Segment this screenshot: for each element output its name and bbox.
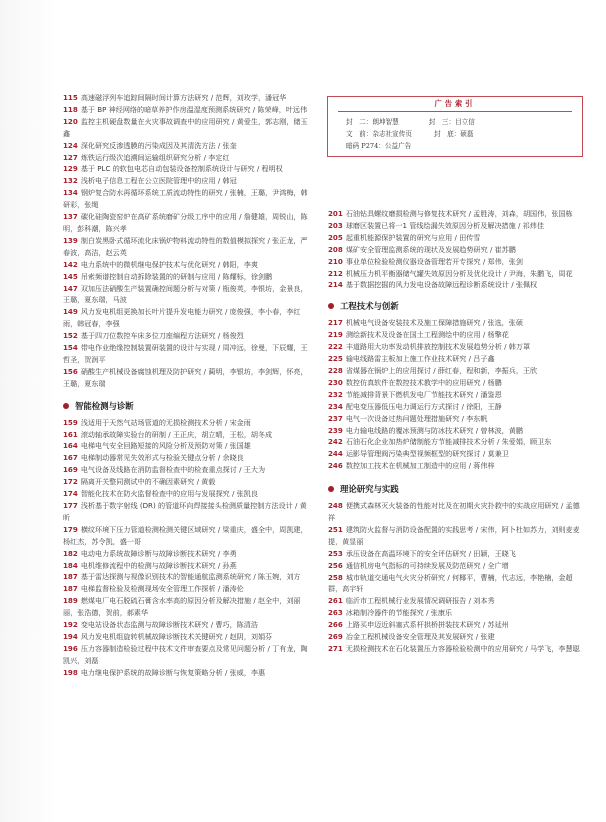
toc-entry [63,631,308,643]
toc-page-number: 205 [328,232,343,242]
toc-article-title: 上路买申迈近斜塞式系杆拱桥拼装技术研究 / 苏延州 [345,620,509,630]
toc-entry [328,377,586,389]
toc-article-title: 临沂市工程机械行业发展情况调研报告 / 刘本秀 [345,596,495,606]
toc-article-title: 电气一次设备过热问题处理措施研究 / 李东帆 [345,413,488,423]
toc-article-title: 炼铁运行级次追溯间运输组织研究分析 / 李定红 [80,152,230,162]
toc-page-number: 172 [63,477,78,487]
toc-page-number: 217 [328,318,343,328]
toc-entry [328,353,586,365]
toc-article-title: 浅析基于数字射线 (DR) 的管道环向焊接接头检测质量控制方法设计 / 黄昕 [63,501,307,522]
toc-article-title: 横纹环境下压力管道检测检测关键区域研究 / 梁重庆，盛全中，周凯建，杨红杰，苏令凯，盛一哥 [63,524,308,546]
toc-entry [63,211,308,235]
toc-page-number: 228 [328,365,343,375]
toc-entry [63,116,308,140]
toc-entry [328,256,586,268]
toc-page-number: 269 [328,632,343,642]
toc-article-title: 输电线路雷主板加上施工作业技术研究 / 吕子鑫 [345,354,495,364]
toc-entry [328,413,586,425]
toc-article-title: 基于四刀位数控车床多位刀座编程方法研究 / 杨俊烈 [80,331,244,341]
toc-article-title: 电力系统中的微机继电保护技术与优化研究 / 韩阳，李爽 [80,259,258,269]
toc-left-column [63,92,308,679]
toc-page-number: 237 [328,413,343,423]
toc-article-title: 高速磁浮列车追踪间隔时间计算方法研究 / 范辉，刘玫学，潘冠华 [80,93,287,102]
toc-article-title: 带电作业绝缘控制装置研装置的设计与实现 / 周冲远，徐曼，下辰耀，王哲圣，贺润平 [63,343,308,364]
toc-entry [63,488,308,500]
toc-article-title: 建筑防火监督与消防设备配置的实践思考 / 宋伟，阿卜杜如苏力，刘则麦麦提，黄显丽 [328,524,580,546]
toc-entry [63,366,308,390]
toc-page-number: 201 [328,209,343,218]
toc-article-title: 省煤器在锅炉上的应用探讨 / 薛红春，程和新，李振兵，王欣 [345,365,538,375]
ad-index-row-1 [346,116,475,126]
toc-page-number: 115 [63,93,78,102]
toc-page-number: 189 [63,596,78,606]
toc-entry [63,259,308,271]
toc-entry [328,425,586,437]
toc-article-title: 风力发电机组旋转机械故障诊断技术关键研究 / 赵阴，刘娟芬 [80,631,273,641]
toc-entry [63,560,308,572]
toc-article-title: 硝酸生产机械设备腐蚀机理及防护研究 / 蔺明，李银坊，李剑辉，怀亮，王璐，夏东瑞 [63,366,308,388]
toc-article-title: 电力继电保护系统的故障诊断与恢复策略分析 / 张威，李惠 [80,667,266,677]
toc-list-left-top [63,92,308,390]
toc-article-title: 电机维修流程中的检测与故障诊断技术研究 / 孙燕 [80,560,237,570]
toc-entry [328,365,586,377]
toc-article-title: 变电站设备状态监测与故障诊断技术研究 / 曹巧，陈清浩 [80,620,258,630]
toc-entry [63,583,308,595]
toc-page-number: 198 [63,667,78,677]
toc-page-number: 134 [63,188,78,198]
toc-article-title: 电动电力系统故障诊断与故障诊断技术研究 / 李勇 [80,548,237,558]
toc-page-number: 149 [63,307,78,317]
toc-page-number: 251 [328,524,343,534]
toc-entry [63,140,308,152]
toc-list-left-bottom [63,417,308,679]
toc-page-number: 137 [63,212,78,222]
toc-page-number: 120 [63,116,78,126]
toc-entry [328,317,586,329]
toc-entry [63,330,308,342]
toc-article-title: 城市轨道交通电气火灾分析研究 / 何椰平，曹楠，代志远，李艳楠，金超群，高宇轩 [328,572,573,594]
toc-page-number: 118 [63,104,78,114]
toc-page-number: 258 [328,572,343,582]
toc-entry [63,163,308,175]
toc-article-title: 机械压力机平衡器储气罐失效原因分析及优化设计 / 尹海，朱鹏飞，周花 [345,268,573,278]
toc-article-title: 起重机能源保护装置的研究与应用 / 田传雪 [345,232,481,242]
toc-entry [328,460,586,472]
toc-page-number: 244 [328,449,343,459]
toc-entry [328,329,586,341]
toc-article-title: 制白炭黑卧式循环流化床锅炉物料流动特性的数值模拟探究 / 张正龙，严春波，高洁，赵云英 [63,235,308,257]
section-bullet-icon [328,303,334,309]
section-heading-engineering [328,299,586,313]
toc-page-number: 127 [63,152,78,162]
toc-page-number: 196 [63,643,78,653]
toc-entry [63,104,308,116]
toc-page-number: 232 [328,389,343,399]
toc-article-title: 球磨区装置已将一1 管线绘漏失效原因分析及解决措施 / 祁炜佳 [345,220,544,230]
toc-page-number: 177 [63,501,78,510]
toc-page-number: 174 [63,489,78,499]
toc-article-title: 丰道路用大功率发动机排放控制技术发展趋势分析 / 韩万罩 [345,342,531,352]
toc-article-title: 机械电气设备安装技术及施工保障措施研究 / 张选，张硕 [345,318,523,328]
toc-article-title: 石油石化企业加热炉储制能方节能减排技术分析 / 朱爱娟，顾卫东 [345,437,552,447]
section-bullet-icon [328,486,334,492]
toc-article-title: 基于 PLC 的软包电芯自动包装设备控制系统设计与研究 / 程明权 [80,164,283,174]
toc-article-title: 监控主机硬盘数量在火灾事故调查中的应用研究 / 黄爱生，郭志刚，储玉鑫 [63,116,308,138]
toc-list-right-top [328,208,586,291]
toc-entry [328,524,586,548]
toc-article-title: 压力容器制造检验过程中技术文件审查要点及常见问题分析 / 丁有龙，陶凯兴，刘磊 [63,643,308,665]
toc-article-title: 燃煤电厂电石脱硫石膏含水率高的原因分析及解决措施 / 赵全中，刘丽丽，张浩德，贺前，郝素华 [63,596,301,618]
toc-page-number: 194 [63,631,78,641]
toc-article-title: 电梯监督检验及检测现场安全管理工作探析 / 潘涛伦 [80,584,244,594]
toc-entry [63,440,308,452]
toc-article-title: 测绘新技术及设备在国土工程测绘中的应用 / 杨擎花 [345,330,509,340]
toc-entry [328,560,586,572]
toc-page-number: 159 [63,417,78,427]
toc-page-number: 222 [328,342,343,352]
toc-entry [328,401,586,413]
toc-article-title: 数控仿真软件在数控技术教学中的应用研究 / 杨鹏 [345,377,502,387]
toc-article-title: 智能化技术在防火监督检查中的应用与发展探究 / 张凯良 [80,489,258,499]
toc-article-title: 冶金工程机械设备安全管理及其发展研究 / 张建 [345,632,495,642]
toc-page-number: 182 [63,548,78,558]
toc-page-number: 256 [328,560,343,570]
toc-entry [328,619,586,631]
toc-entry [328,595,586,607]
toc-page-number: 187 [63,572,78,582]
toc-page-number: 225 [328,354,343,364]
toc-page-number: 219 [328,330,343,340]
toc-entry [63,306,308,330]
page-margin-shade [0,0,56,822]
toc-entry [328,268,586,280]
toc-article-title: 无损检测技术在石化装置压力容器检验检测中的应用研究 / 马学飞，李慧聪 [345,644,580,653]
toc-page-number: 142 [63,259,78,269]
ad-index-front: 文 前：杂志社宣传页 [346,130,412,138]
toc-entry [328,232,586,244]
toc-entry [328,607,586,619]
toc-article-title: 隔离开关整同测试中的不确因素研究 / 黄毅 [80,477,216,487]
toc-article-title: 事业单位检验检测仪器设备管理若开专探究 / 郑伟，张剑 [345,256,523,266]
toc-entry [328,389,586,401]
toc-article-title: 吊索频谱控制自动拆除装置的的研制与应用 / 陈耀标，徐剑鹏 [80,271,273,281]
toc-entry [63,175,308,187]
toc-list-right-bottom [328,500,586,655]
toc-article-title: 通信机房电气指标的可持续发展及防范研究 / 全广增 [345,560,509,570]
toc-entry [328,208,586,220]
toc-page-number: 129 [63,164,78,174]
ad-index-box [327,96,583,157]
toc-page-number: 234 [328,401,343,411]
toc-page-number: 212 [328,268,343,278]
toc-page-number: 263 [328,608,343,618]
toc-article-title: 双加压法硝酸生产装置确控间题分析与对策 / 瓶俊英，李银坊，金景良，王璐，夏东瑞，马波 [63,283,308,305]
toc-entry [328,436,586,448]
toc-right-column [328,208,586,655]
ad-index-cover2: 封 二：朗坤智慧 [346,118,399,126]
toc-entry [328,643,586,655]
toc-entry [63,452,308,464]
ad-index-row-2 [346,128,474,138]
toc-page-number: 132 [63,176,78,186]
ad-index-hidden-code: 暗码 P274：公益广告 [346,142,412,150]
section-heading-intelligent-detection [63,399,308,413]
toc-entry [63,283,308,307]
toc-page-number: 147 [63,283,78,293]
toc-entry [63,476,308,488]
toc-article-title: 数控加工技术在机械加工制造中的应用 / 蒋伟梓 [345,461,495,471]
toc-entry [63,429,308,441]
toc-entry [328,341,586,353]
toc-entry [328,244,586,256]
toc-entry [63,524,308,548]
toc-page-number: 261 [328,596,343,606]
toc-entry [63,500,308,524]
toc-list-right-mid [328,317,586,472]
toc-article-title: 基于 BP 神经网络的暗草养护作房温湿度预测系统研究 / 陈荣峰，叶远伟 [80,104,308,114]
toc-page-number: 145 [63,271,78,281]
toc-page-number: 214 [328,280,343,290]
toc-entry [328,631,586,643]
ad-index-row-3 [346,140,411,150]
toc-entry [63,571,308,583]
toc-article-title: 承压设备在高温环境下的安全评估研究 / 田颖，王晓飞 [345,548,516,558]
section-heading-theory [328,482,586,496]
toc-article-title: 电梯电气安全回路短接的风险分析及预防对策 / 张国雄 [80,441,251,451]
toc-article-title: 浅适用于天然气站场管道的无损检测技术分析 / 宋金雨 [80,417,251,427]
toc-article-title: 节能减排背景下燃机发电厂节能技术研究 / 潘鉴恩 [345,389,502,399]
toc-page-number: 167 [63,453,78,463]
toc-article-title: 滚动轴承故障实验台的研制 / 王正庆，胡立晴，王松，胡冬成 [80,429,273,439]
toc-page-number: 246 [328,461,343,471]
toc-page-number: 239 [328,425,343,435]
toc-page-number: 152 [63,331,78,341]
toc-entry [328,548,586,560]
toc-entry [328,572,586,596]
toc-page-number: 210 [328,256,343,266]
ad-index-cover3: 封 三：目立信 [428,118,475,126]
toc-entry [63,271,308,283]
toc-entry [63,548,308,560]
toc-entry [63,342,308,366]
toc-article-title: 基于数据挖掘的风力发电设备故障远程诊断系统设计 / 张佩权 [345,280,538,290]
toc-entry [63,619,308,631]
toc-entry [63,667,308,679]
toc-page-number: 164 [63,441,78,451]
toc-article-title: 碳化硅陶瓷窑炉在高矿系统磨矿分级工序中的应用 / 詹健雄，周锐山，陈明，彭科潮，陈兴孝 [63,212,308,233]
toc-page-number: 179 [63,524,78,534]
toc-article-title: 便携式森林灭火装备的性能对比及在初期火灾扑救中的实战应用研究 / 孟德祥 [328,501,580,523]
toc-entry [328,279,586,291]
toc-entry [63,235,308,259]
toc-page-number: 253 [328,548,343,558]
toc-article-title: 运影导管理阀污染典型视频框型的研究探讨 / 莫兼卫 [345,449,509,459]
toc-page-number: 242 [328,437,343,447]
toc-entry [63,152,308,164]
toc-entry [63,595,308,619]
ad-index-divider [338,111,572,112]
toc-page-number: 156 [63,366,78,376]
toc-page-number: 192 [63,620,78,630]
toc-article-title: 基于雷达探测与视像识别技术的智能通航监测系统研究 / 陈玉婉，刘方 [80,572,301,582]
ad-index-title: 广告索引 [434,99,476,108]
toc-page-number: 184 [63,560,78,570]
toc-page-number: 169 [63,465,78,475]
toc-page-number: 154 [63,343,78,353]
section-title: 工程技术与创新 [340,301,399,312]
toc-article-title: 冰箱制冷器件的节能探究 / 张康乐 [345,608,453,618]
toc-article-title: 深化研究反渗透膜的污染成因及其清洗方法 / 张奎 [80,140,237,150]
toc-article-title: 浅析电子信息工程在公立医院管理中的应用 / 韩冠 [80,176,237,186]
section-bullet-icon [63,403,69,409]
toc-page-number: 139 [63,235,78,245]
toc-entry [328,500,586,524]
toc-page-number: 271 [328,644,343,653]
ad-index-back-cover: 封 底：硕磊 [433,130,474,138]
toc-page-number: 208 [328,244,343,254]
toc-article-title: 电梯制动器常见失效形式与检验关键点分析 / 余晓良 [80,453,244,463]
toc-article-title: 电力输电线路的覆冰预测与防冰技术研究 / 曾林波，黄鹏 [345,425,523,435]
toc-entry [63,92,308,104]
toc-article-title: 电气设备及线路在消防监督检查中的检查重点探讨 / 王大为 [80,465,266,475]
toc-article-title: 石油钻具螺纹磨损检测与修复技术研究 / 孟胜涛，刘森，胡国伟，张国栋 [345,209,573,218]
toc-page-number: 230 [328,377,343,387]
toc-entry [63,187,308,211]
toc-page-number: 124 [63,140,78,150]
toc-entry [328,448,586,460]
toc-article-title: 配电变压器低压电力调运行方式探讨 / 徐阳，王静 [345,401,502,411]
toc-article-title: 煤矿安全管理监测系统的现状及发展趋势研究 / 崔苏鹏 [345,244,516,254]
toc-article-title: 钢炉复合防水再循环系统工质流动特性的研究 / 张楠，王璐，尹鸿梅，韩研彩，张绳 [63,188,308,210]
toc-page-number: 266 [328,620,343,630]
section-title: 理论研究与实践 [340,484,399,495]
toc-page-number: 161 [63,429,78,439]
toc-entry [63,417,308,429]
toc-page-number: 187 [63,584,78,594]
section-title: 智能检测与诊断 [75,400,134,411]
toc-entry [63,464,308,476]
toc-page-number: 248 [328,501,343,511]
toc-entry [328,220,586,232]
toc-article-title: 风力发电机组更换加长叶片提升发电能力研究 / 庞俊强，李小春，李红雨，韩冠春，李强 [63,307,301,329]
toc-page-number: 203 [328,220,343,230]
toc-entry [63,643,308,667]
